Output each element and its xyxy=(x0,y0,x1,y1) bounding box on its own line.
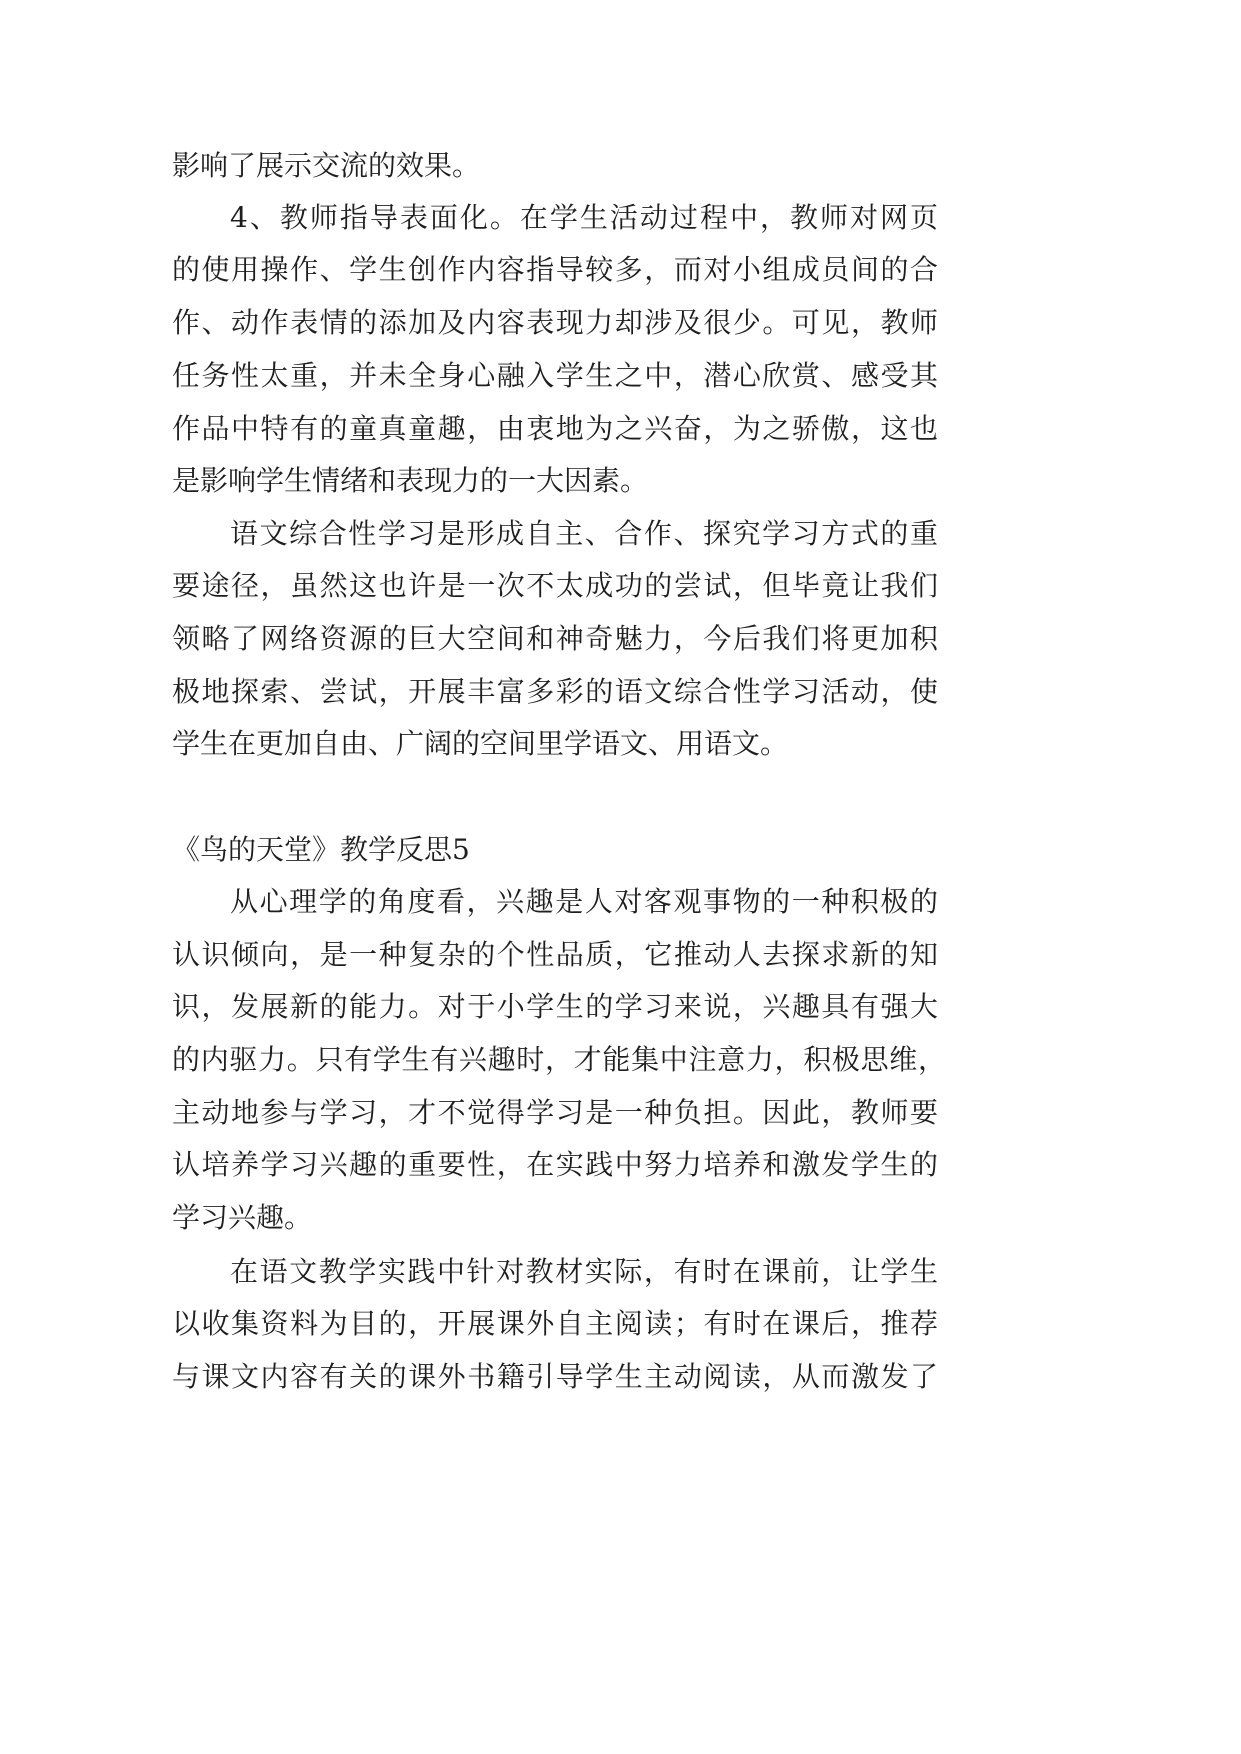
paragraph-line: 学习兴趣。 xyxy=(172,1201,313,1234)
paragraph-line: 作、动作表情的添加及内容表现力却涉及很少。可见，教师 xyxy=(172,306,938,339)
paragraph-line: 以收集资料为目的，开展课外自主阅读；有时在课后，推荐 xyxy=(172,1307,938,1340)
paragraph-line: 任务性太重，并未全身心融入学生之中，潜心欣赏、感受其 xyxy=(172,359,938,392)
paragraph-line: 作品中特有的童真童趣，由衷地为之兴奋，为之骄傲，这也 xyxy=(172,412,938,445)
paragraph-line: 影响了展示交流的效果。 xyxy=(172,149,481,182)
paragraph-line: 领略了网络资源的巨大空间和神奇魅力，今后我们将更加积 xyxy=(172,622,938,655)
section-title: 《鸟的天堂》教学反思5 xyxy=(172,833,470,866)
paragraph-line: 要途径，虽然这也许是一次不太成功的尝试，但毕竟让我们 xyxy=(172,569,938,602)
paragraph-line: 认培养学习兴趣的重要性，在实践中努力培养和激发学生的 xyxy=(172,1148,938,1181)
paragraph-line: 4、教师指导表面化。在学生活动过程中，教师对网页 xyxy=(230,201,938,234)
paragraph-line: 主动地参与学习，才不觉得学习是一种负担。因此，教师要 xyxy=(172,1096,938,1129)
paragraph-line: 的内驱力。只有学生有兴趣时，才能集中注意力，积极思维， xyxy=(172,1043,946,1076)
paragraph-line: 与课文内容有关的课外书籍引导学生主动阅读，从而激发了 xyxy=(172,1360,938,1393)
paragraph-line: 在语文教学实践中针对教材实际，有时在课前，让学生 xyxy=(230,1255,938,1288)
paragraph-line: 是影响学生情绪和表现力的一大因素。 xyxy=(172,464,649,497)
paragraph-line: 从心理学的角度看，兴趣是人对客观事物的一种积极的 xyxy=(230,885,938,918)
paragraph-line: 识，发展新的能力。对于小学生的学习来说，兴趣具有强大 xyxy=(172,990,938,1023)
paragraph-line: 的使用操作、学生创作内容指导较多，而对小组成员间的合 xyxy=(172,253,938,286)
paragraph-line: 学生在更加自由、广阔的空间里学语文、用语文。 xyxy=(172,727,789,760)
paragraph-line: 认识倾向，是一种复杂的个性品质，它推动人去探求新的知 xyxy=(172,938,938,971)
paragraph-line: 语文综合性学习是形成自主、合作、探究学习方式的重 xyxy=(230,517,938,550)
paragraph-line: 极地探索、尝试，开展丰富多彩的语文综合性学习活动，使 xyxy=(172,675,938,708)
